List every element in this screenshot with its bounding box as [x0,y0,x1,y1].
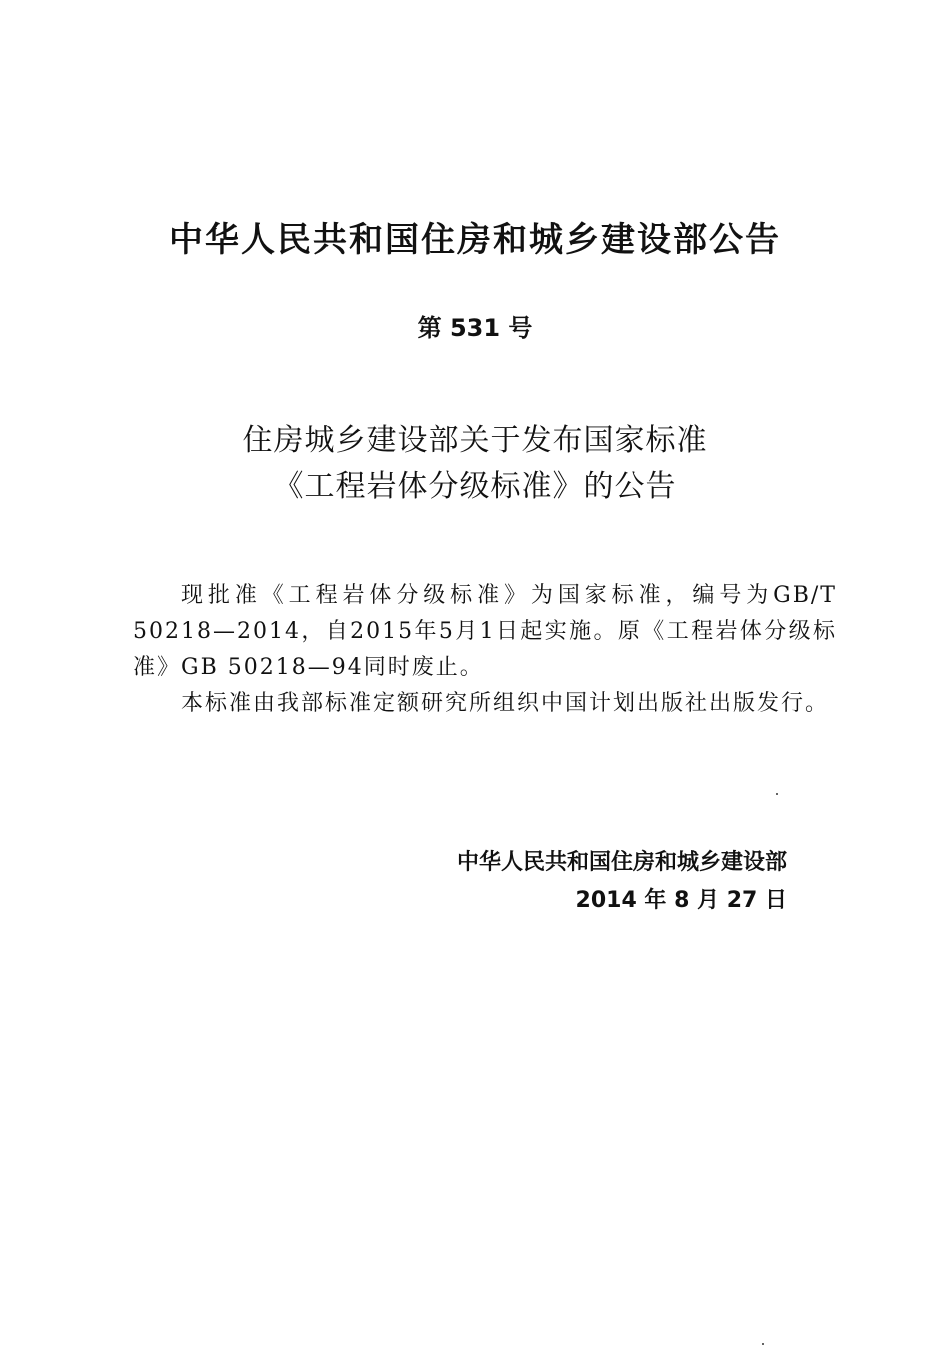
issuing-authority: 中华人民共和国住房和城乡建设部 [456,850,787,875]
subtitle-line-1: 住房城乡建设部关于发布国家标准 [242,423,708,458]
signature-block [457,844,787,920]
body-paragraph-2: 本标准由我部标准定额研究所组织中国计划出版社出版发行。 [181,691,830,716]
scan-speck [762,1343,764,1345]
announcement-body [133,578,837,722]
subtitle-line-2: 《工程岩体分级标准》的公告 [273,469,677,504]
issue-date: 2014 年 8 月 27 日 [575,888,787,913]
announcement-subtitle [0,418,950,510]
body-paragraph-1: 现批准《工程岩体分级标准》为国家标准，编号为GB/T 50218—2014，自2015年5月1日起实施。原《工程岩体分级标准》GB 50218—94同时废止。 [133,583,837,680]
announcement-number: 第 531 号 [417,314,533,342]
scan-speck [776,793,778,795]
announcement-title: 中华人民共和国住房和城乡建设部公告 [169,220,781,260]
